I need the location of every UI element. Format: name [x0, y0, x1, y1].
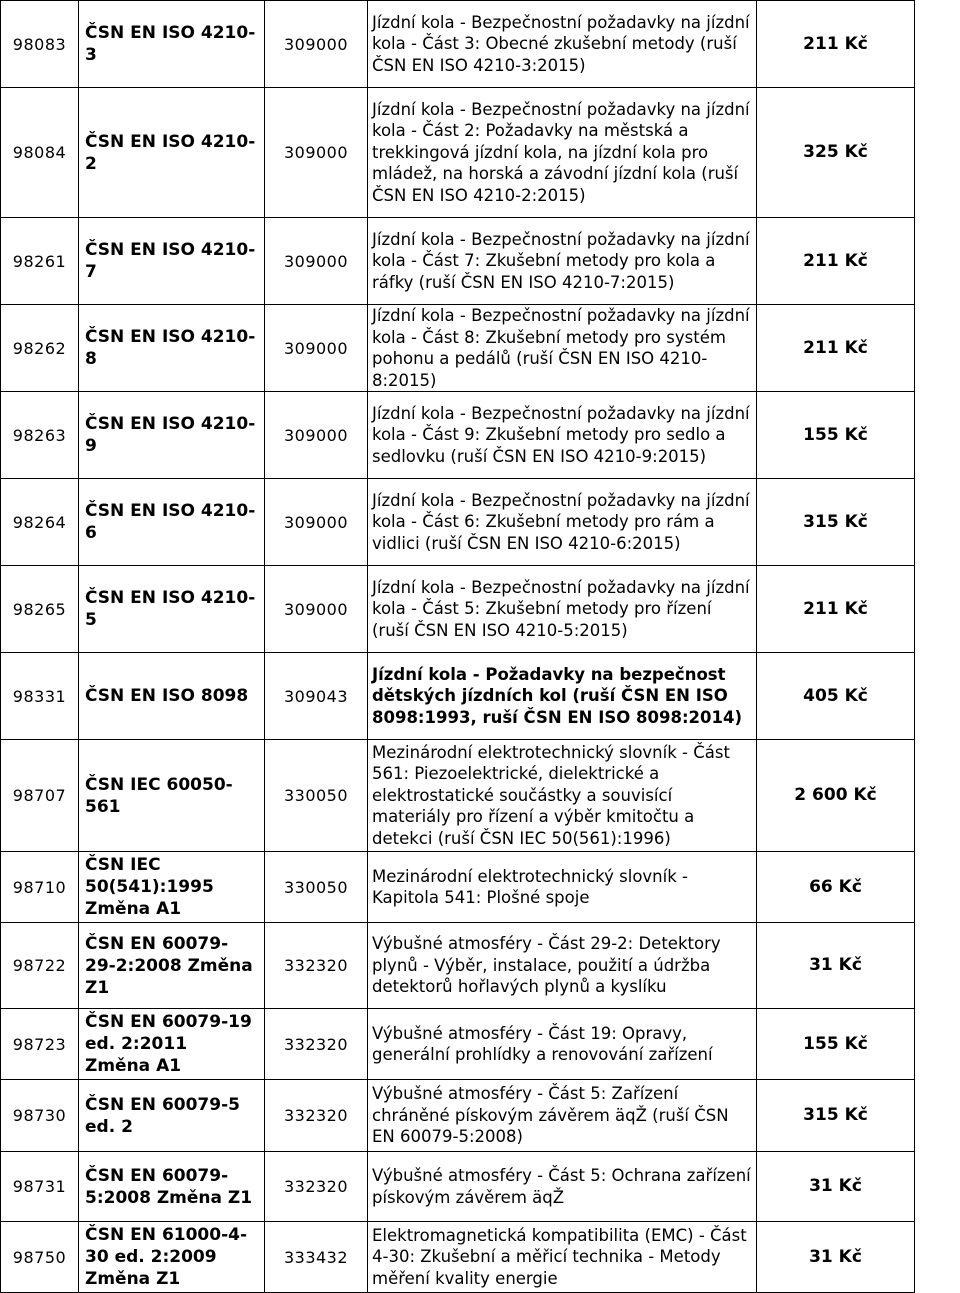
- standard-designation: ČSN EN ISO 4210-5: [79, 566, 265, 653]
- catalog-number: 98722: [1, 923, 79, 1009]
- standard-designation: ČSN EN ISO 4210-2: [79, 88, 265, 218]
- standard-designation: ČSN EN 60079-29-2:2008 Změna Z1: [79, 923, 265, 1009]
- standard-designation: ČSN EN 60079-5 ed. 2: [79, 1080, 265, 1152]
- price: 405 Kč: [757, 653, 915, 740]
- catalog-number: 98750: [1, 1222, 79, 1293]
- price: 211 Kč: [757, 218, 915, 305]
- price: 325 Kč: [757, 88, 915, 218]
- catalog-number: 98265: [1, 566, 79, 653]
- standard-title: Výbušné atmosféry - Část 19: Opravy, generální prohlídky a renovování zařízení: [368, 1009, 757, 1080]
- blank-column: [915, 852, 960, 923]
- price: 31 Kč: [757, 1222, 915, 1293]
- blank-column: [915, 305, 960, 392]
- classification-code: 332320: [265, 1009, 368, 1080]
- classification-code: 309000: [265, 479, 368, 566]
- blank-column: [915, 1222, 960, 1293]
- table-row: [1, 392, 960, 479]
- standard-designation: ČSN EN ISO 4210-9: [79, 392, 265, 479]
- price: 31 Kč: [757, 923, 915, 1009]
- price: 211 Kč: [757, 1, 915, 88]
- classification-code: 332320: [265, 923, 368, 1009]
- classification-code: 309000: [265, 1, 368, 88]
- catalog-number: 98264: [1, 479, 79, 566]
- catalog-number: 98083: [1, 1, 79, 88]
- catalog-number: 98331: [1, 653, 79, 740]
- classification-code: 332320: [265, 1080, 368, 1152]
- standard-title: Jízdní kola - Bezpečnostní požadavky na jízdní kola - Část 6: Zkušební metody pro rám a vidlici (ruší ČSN EN ISO 4210-6:2015): [368, 479, 757, 566]
- blank-column: [915, 479, 960, 566]
- standard-title: Jízdní kola - Bezpečnostní požadavky na jízdní kola - Část 7: Zkušební metody pro kola a ráfky (ruší ČSN EN ISO 4210-7:2015): [368, 218, 757, 305]
- classification-code: 309000: [265, 392, 368, 479]
- standard-title: Jízdní kola - Bezpečnostní požadavky na jízdní kola - Část 5: Zkušební metody pro řízení (ruší ČSN EN ISO 4210-5:2015): [368, 566, 757, 653]
- table-row: [1, 1009, 960, 1080]
- standard-title: Výbušné atmosféry - Část 5: Zařízení chráněné pískovým závěrem äqŽ (ruší ČSN EN 60079-5:2008): [368, 1080, 757, 1152]
- table-row: [1, 1080, 960, 1152]
- classification-code: 309000: [265, 218, 368, 305]
- blank-column: [915, 1, 960, 88]
- price: 315 Kč: [757, 479, 915, 566]
- standard-title: Jízdní kola - Bezpečnostní požadavky na jízdní kola - Část 2: Požadavky na městská a trekkingová jízdní kola, na jízdní kola pro mládež, na horská a závodní jízdní kola (ruší ČSN EN ISO 4210-2:2015): [368, 88, 757, 218]
- price: 66 Kč: [757, 852, 915, 923]
- catalog-number: 98084: [1, 88, 79, 218]
- table-row: [1, 1, 960, 88]
- standard-designation: ČSN EN ISO 8098: [79, 653, 265, 740]
- standard-designation: ČSN EN 60079-19 ed. 2:2011 Změna A1: [79, 1009, 265, 1080]
- standard-title: Výbušné atmosféry - Část 29-2: Detektory plynů - Výběr, instalace, použití a údržba detektorů hořlavých plynů a kyslíku: [368, 923, 757, 1009]
- price: 155 Kč: [757, 1009, 915, 1080]
- price: 211 Kč: [757, 566, 915, 653]
- table-row: [1, 566, 960, 653]
- standard-designation: ČSN EN ISO 4210-6: [79, 479, 265, 566]
- blank-column: [915, 218, 960, 305]
- catalog-number: 98262: [1, 305, 79, 392]
- blank-column: [915, 1152, 960, 1222]
- standard-title: Jízdní kola - Bezpečnostní požadavky na jízdní kola - Část 3: Obecné zkušební metody (ruší ČSN EN ISO 4210-3:2015): [368, 1, 757, 88]
- table-row: [1, 1222, 960, 1293]
- standard-designation: ČSN IEC 50(541):1995 Změna A1: [79, 852, 265, 923]
- standard-title: Jízdní kola - Požadavky na bezpečnost dětských jízdních kol (ruší ČSN EN ISO 8098:1993, ruší ČSN EN ISO 8098:2014): [368, 653, 757, 740]
- table-row: [1, 88, 960, 218]
- price: 155 Kč: [757, 392, 915, 479]
- blank-column: [915, 653, 960, 740]
- blank-column: [915, 740, 960, 852]
- table-row: [1, 218, 960, 305]
- table-row: [1, 653, 960, 740]
- standard-title: Mezinárodní elektrotechnický slovník - Část 561: Piezoelektrické, dielektrické a elektrostatické součástky a souvisící materiály pro řízení a výběr kmitočtu a detekci (ruší ČSN IEC 50(561):1996): [368, 740, 757, 852]
- catalog-number: 98263: [1, 392, 79, 479]
- catalog-number: 98730: [1, 1080, 79, 1152]
- table-row: [1, 305, 960, 392]
- table-row: [1, 740, 960, 852]
- standard-title: Jízdní kola - Bezpečnostní požadavky na jízdní kola - Část 9: Zkušební metody pro sedlo a sedlovku (ruší ČSN EN ISO 4210-9:2015): [368, 392, 757, 479]
- blank-column: [915, 1009, 960, 1080]
- table-row: [1, 852, 960, 923]
- standard-designation: ČSN EN 61000-4-30 ed. 2:2009 Změna Z1: [79, 1222, 265, 1293]
- catalog-number: 98731: [1, 1152, 79, 1222]
- standard-title: Elektromagnetická kompatibilita (EMC) - Část 4-30: Zkušební a měřicí technika - Metody měření kvality energie: [368, 1222, 757, 1293]
- table-row: [1, 923, 960, 1009]
- standard-title: Jízdní kola - Bezpečnostní požadavky na jízdní kola - Část 8: Zkušební metody pro systém pohonu a pedálů (ruší ČSN EN ISO 4210-8:2015): [368, 305, 757, 392]
- standard-designation: ČSN EN 60079-5:2008 Změna Z1: [79, 1152, 265, 1222]
- catalog-number: 98723: [1, 1009, 79, 1080]
- classification-code: 309043: [265, 653, 368, 740]
- classification-code: 309000: [265, 305, 368, 392]
- classification-code: 333432: [265, 1222, 368, 1293]
- classification-code: 309000: [265, 88, 368, 218]
- blank-column: [915, 1080, 960, 1152]
- blank-column: [915, 566, 960, 653]
- standard-title: Mezinárodní elektrotechnický slovník - Kapitola 541: Plošné spoje: [368, 852, 757, 923]
- standard-designation: ČSN EN ISO 4210-7: [79, 218, 265, 305]
- classification-code: 332320: [265, 1152, 368, 1222]
- standard-designation: ČSN EN ISO 4210-3: [79, 1, 265, 88]
- price: 211 Kč: [757, 305, 915, 392]
- price: 2 600 Kč: [757, 740, 915, 852]
- table-row: [1, 1152, 960, 1222]
- classification-code: 330050: [265, 852, 368, 923]
- price: 315 Kč: [757, 1080, 915, 1152]
- blank-column: [915, 392, 960, 479]
- classification-code: 309000: [265, 566, 368, 653]
- catalog-number: 98707: [1, 740, 79, 852]
- blank-column: [915, 923, 960, 1009]
- blank-column: [915, 88, 960, 218]
- standard-title: Výbušné atmosféry - Část 5: Ochrana zařízení pískovým závěrem äqŽ: [368, 1152, 757, 1222]
- table-row: [1, 479, 960, 566]
- catalog-number: 98710: [1, 852, 79, 923]
- classification-code: 330050: [265, 740, 368, 852]
- price: 31 Kč: [757, 1152, 915, 1222]
- standard-designation: ČSN IEC 60050-561: [79, 740, 265, 852]
- catalog-number: 98261: [1, 218, 79, 305]
- standard-designation: ČSN EN ISO 4210-8: [79, 305, 265, 392]
